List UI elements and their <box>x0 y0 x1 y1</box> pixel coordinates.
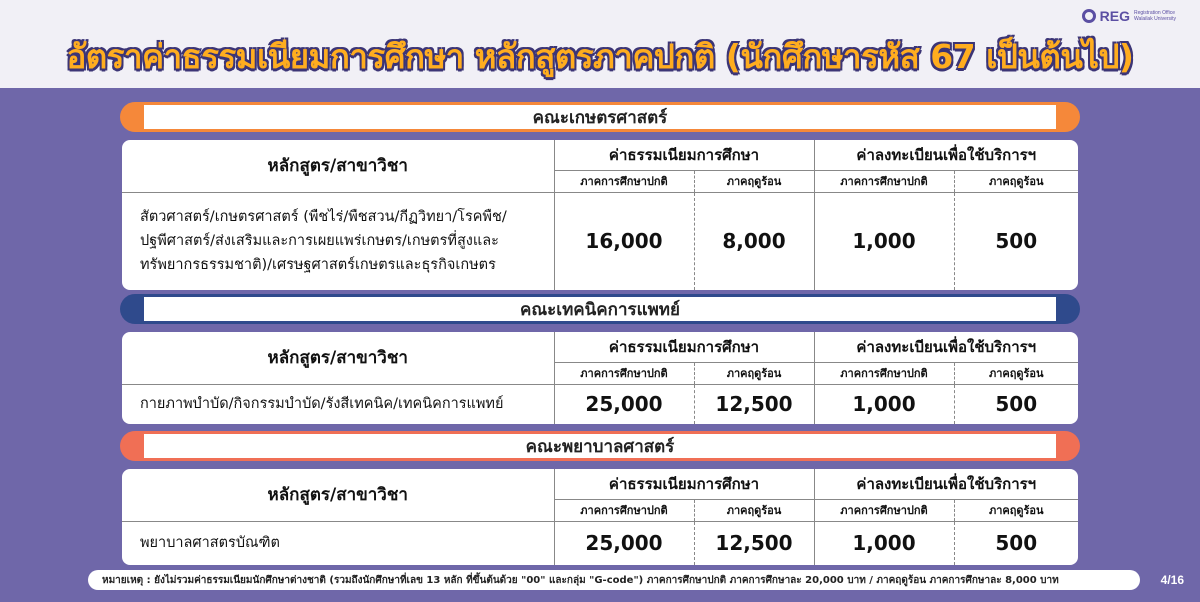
footnote: หมายเหตุ : ยังไม่รวมค่าธรรมเนียมนักศึกษาต่างชาติ (รวมถึงนักศึกษาที่เลข 13 หลัก ที่ขึ้นต้นด้วย "00" และกลุ่ม "G-code") ภาคการศึกษาปกติ ภาคการศึกษาละ 20,000 บาท / ภาคฤดูร้อน ภาคการศึกษาละ 8,000 บาท <box>88 570 1140 590</box>
tuition-summer-value: 12,500 <box>694 521 814 565</box>
page-title: อัตราค่าธรรมเนียมการศึกษา หลักสูตรภาคปกติ (นักศึกษารหัส 67 เป็นต้นไป) <box>66 37 1134 76</box>
faculty-name: คณะพยาบาลศาสตร์ <box>525 436 675 457</box>
faculty-name: คณะเกษตรศาสตร์ <box>532 107 668 128</box>
tuition-regular-value: 16,000 <box>554 192 694 290</box>
fee-table-medical-technology <box>122 332 1078 424</box>
reg-logo-text: REG <box>1099 8 1130 24</box>
reg-logo-subtext: Registration Office Walailak University <box>1134 10 1177 22</box>
fee-table-nursing <box>122 469 1078 565</box>
faculty-name: คณะเทคนิคการแพทย์ <box>520 299 680 320</box>
header-tuition: ค่าธรรมเนียมการศึกษา <box>554 332 814 362</box>
header-registration: ค่าลงทะเบียนเพื่อใช้บริการฯ <box>814 140 1078 170</box>
reg-regular-value: 1,000 <box>814 192 954 290</box>
program-name: กายภาพบำบัด/กิจกรรมบำบัด/รังสีเทคนิค/เทคนิคการแพทย์ <box>122 384 554 424</box>
program-name: สัตวศาสตร์/เกษตรศาสตร์ (พืชไร่/พืชสวน/กีฏวิทยา/โรคพืช/ ปฐพีศาสตร์/ส่งเสริมและการเผยแพร่เกษตร/เกษตรที่สูงและ ทรัพยากรธรรมชาติ)/เศรษฐศาสตร์เกษตรและธุรกิจเกษตร <box>122 192 554 290</box>
reg-summer-value: 500 <box>954 521 1078 565</box>
table-row <box>122 521 1078 565</box>
tuition-regular-value: 25,000 <box>554 521 694 565</box>
fee-table-agriculture <box>122 140 1078 290</box>
program-name: พยาบาลศาสตรบัณฑิต <box>122 521 554 565</box>
reg-logo <box>1082 8 1182 24</box>
header-reg-regular: ภาคการศึกษาปกติ <box>814 362 954 384</box>
page-number: 4/16 <box>1160 573 1184 587</box>
header-tuition-summer: ภาคฤดูร้อน <box>694 170 814 192</box>
header-tuition-summer: ภาคฤดูร้อน <box>694 362 814 384</box>
header-reg-regular: ภาคการศึกษาปกติ <box>814 499 954 521</box>
header-program: หลักสูตร/สาขาวิชา <box>122 140 554 192</box>
tuition-summer-value: 12,500 <box>694 384 814 424</box>
header-tuition: ค่าธรรมเนียมการศึกษา <box>554 140 814 170</box>
tuition-regular-value: 25,000 <box>554 384 694 424</box>
tuition-summer-value: 8,000 <box>694 192 814 290</box>
header-tuition-regular: ภาคการศึกษาปกติ <box>554 499 694 521</box>
table-row <box>122 384 1078 424</box>
header-program: หลักสูตร/สาขาวิชา <box>122 469 554 521</box>
header-registration: ค่าลงทะเบียนเพื่อใช้บริการฯ <box>814 469 1078 499</box>
faculty-bar-medical-technology <box>120 294 1080 324</box>
faculty-bar-nursing <box>120 431 1080 461</box>
header-program: หลักสูตร/สาขาวิชา <box>122 332 554 384</box>
header-reg-regular: ภาคการศึกษาปกติ <box>814 170 954 192</box>
table-row <box>122 192 1078 290</box>
reg-logo-icon <box>1082 9 1096 23</box>
header-registration: ค่าลงทะเบียนเพื่อใช้บริการฯ <box>814 332 1078 362</box>
reg-regular-value: 1,000 <box>814 384 954 424</box>
reg-summer-value: 500 <box>954 384 1078 424</box>
reg-summer-value: 500 <box>954 192 1078 290</box>
header-tuition-regular: ภาคการศึกษาปกติ <box>554 362 694 384</box>
header-tuition-summer: ภาคฤดูร้อน <box>694 499 814 521</box>
reg-regular-value: 1,000 <box>814 521 954 565</box>
header-tuition: ค่าธรรมเนียมการศึกษา <box>554 469 814 499</box>
header-band <box>0 0 1200 88</box>
header-reg-summer: ภาคฤดูร้อน <box>988 175 1044 188</box>
header-reg-summer: ภาคฤดูร้อน <box>988 367 1044 380</box>
header-tuition-regular: ภาคการศึกษาปกติ <box>554 170 694 192</box>
header-reg-summer: ภาคฤดูร้อน <box>988 504 1044 517</box>
faculty-bar-agriculture <box>120 102 1080 132</box>
